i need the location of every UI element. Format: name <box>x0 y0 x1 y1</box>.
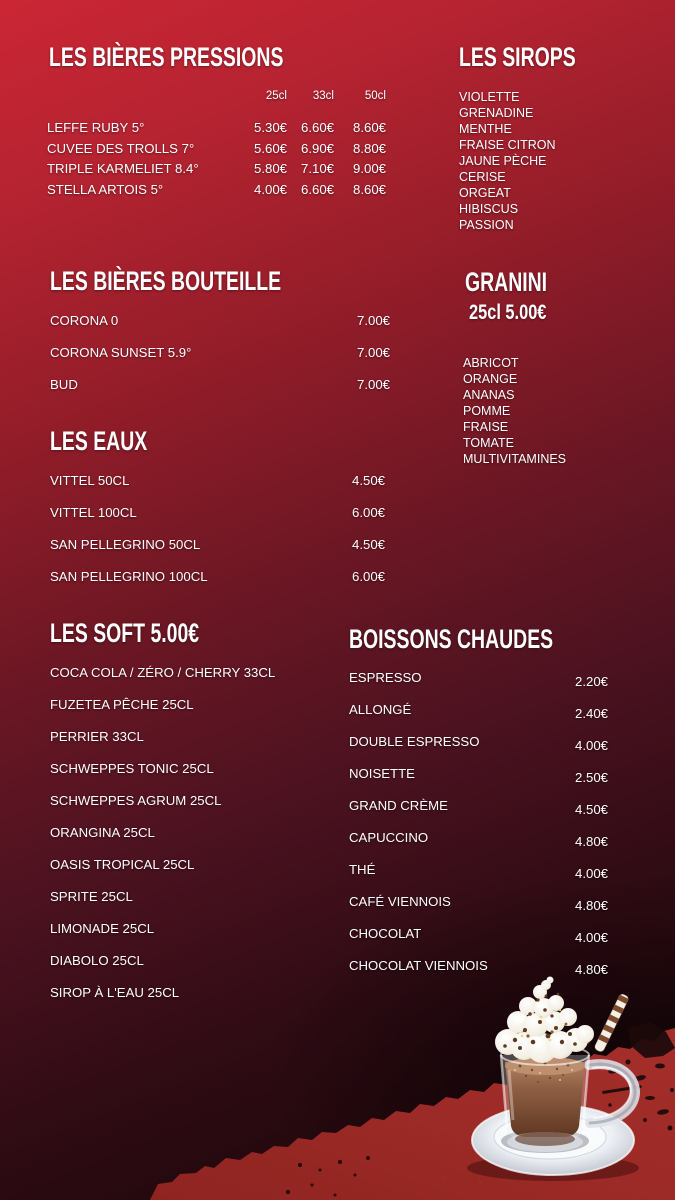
list-item: PERRIER 33CL <box>50 729 144 744</box>
section-title-sirops <box>459 44 621 71</box>
list-item: COCA COLA / ZÉRO / CHERRY 33CL <box>50 665 276 680</box>
list-item: TOMATE <box>463 436 514 450</box>
menu-row <box>50 337 390 369</box>
item-label: TRIPLE KARMELIET 8.4° <box>47 161 199 177</box>
list-item: ANANAS <box>463 388 515 402</box>
menu-row <box>50 369 390 401</box>
granini-list <box>463 355 566 467</box>
list-item: MULTIVITAMINES <box>463 452 567 466</box>
list-item: PASSION <box>459 218 514 232</box>
item-price: 4.80€ <box>575 834 609 849</box>
list-item: VIOLETTE <box>459 90 520 104</box>
menu-row <box>50 561 385 593</box>
bottom-brush-artwork <box>0 970 675 1200</box>
item-label: BUD <box>50 377 78 392</box>
list-item: ORANGINA 25CL <box>50 825 155 840</box>
item-price: 5.60€ <box>253 140 287 156</box>
column-header-50cl: 50cl <box>364 90 386 102</box>
pressions-column-headers <box>47 90 386 103</box>
menu-row <box>50 465 385 497</box>
item-price: 4.50€ <box>575 802 609 817</box>
list-item: ORGEAT <box>459 186 511 200</box>
empty-cell <box>47 90 240 103</box>
item-label: CAPUCCINO <box>349 830 429 845</box>
table-row <box>47 139 386 160</box>
item-price: 4.00€ <box>575 866 609 881</box>
section-title-bieres-bouteille <box>50 268 371 295</box>
item-label: CORONA SUNSET 5.9° <box>50 345 192 360</box>
item-label: CAFÉ VIENNOIS <box>349 894 451 909</box>
item-price: 6.00€ <box>351 505 385 520</box>
list-item: JAUNE PÈCHE <box>459 154 547 168</box>
item-label: STELLA ARTOIS 5° <box>47 182 164 198</box>
section-title-text: LES SOFT 5.00€ <box>50 618 200 648</box>
item-price: 4.00€ <box>575 738 609 753</box>
list-item: FRAISE <box>463 420 509 434</box>
item-price: 4.00€ <box>575 930 609 945</box>
item-label: CHOCOLAT VIENNOIS <box>349 958 488 973</box>
table-row <box>47 180 386 201</box>
menu-row <box>50 497 385 529</box>
list-item: SCHWEPPES AGRUM 25CL <box>50 793 222 808</box>
list-item: FRAISE CITRON <box>459 138 556 152</box>
item-price: 2.20€ <box>575 674 609 689</box>
list-item: POMME <box>463 404 511 418</box>
item-price: 8.80€ <box>352 140 386 156</box>
item-label: SAN PELLEGRINO 50CL <box>50 537 201 552</box>
item-label: DOUBLE ESPRESSO <box>349 734 480 749</box>
section-title-text: GRANINI <box>465 267 548 297</box>
item-label: CORONA 0 <box>50 313 119 328</box>
item-label: SAN PELLEGRINO 100CL <box>50 569 208 584</box>
list-item: SPRITE 25CL <box>50 889 133 904</box>
item-label: LEFFE RUBY 5° <box>47 120 145 135</box>
section-title-text: LES BIÈRES BOUTEILLE <box>50 266 282 296</box>
bouteille-rows <box>50 305 390 401</box>
item-label: VITTEL 100CL <box>50 505 137 520</box>
section-title-text: LES BIÈRES PRESSIONS <box>49 42 284 72</box>
item-price: 4.00€ <box>253 182 287 198</box>
item-price: 5.80€ <box>253 161 287 177</box>
item-label: CUVEE DES TROLLS 7° <box>47 140 195 156</box>
item-price: 4.80€ <box>575 962 609 977</box>
list-item: SIROP À L'EAU 25CL <box>50 985 180 1000</box>
list-item: DIABOLO 25CL <box>50 953 144 968</box>
item-price: 6.60€ <box>300 182 334 198</box>
item-label: CHOCOLAT <box>349 926 422 941</box>
list-item: SCHWEPPES TONIC 25CL <box>50 761 214 776</box>
list-item: GRENADINE <box>459 106 534 120</box>
menu-row <box>50 305 390 337</box>
item-price: 2.40€ <box>575 706 609 721</box>
item-label: ALLONGÉ <box>349 702 412 717</box>
whipped-cream <box>495 977 594 1064</box>
list-item: ORANGE <box>463 372 518 386</box>
sirops-list <box>459 89 556 233</box>
item-price: 7.00€ <box>356 377 390 392</box>
column-header-25cl: 25cl <box>265 90 287 102</box>
section-title-text: LES EAUX <box>50 426 148 456</box>
item-price: 7.10€ <box>300 161 334 177</box>
item-price: 9.00€ <box>352 161 386 177</box>
chaudes-labels <box>349 662 488 982</box>
item-label: VITTEL 50CL <box>50 473 130 488</box>
item-price: 4.50€ <box>351 473 385 488</box>
granini-subtitle-text: 25cl 5.00€ <box>469 301 547 324</box>
straw <box>593 993 629 1053</box>
section-title-soft <box>50 620 257 647</box>
section-title-bieres-pressions <box>49 44 375 71</box>
table-row <box>47 159 386 180</box>
section-title-text: LES SIROPS <box>459 42 576 72</box>
item-price: 7.00€ <box>356 313 390 328</box>
item-label: THÉ <box>349 862 376 877</box>
soft-list <box>50 657 275 1009</box>
list-item: LIMONADE 25CL <box>50 921 155 936</box>
list-item: CERISE <box>459 170 506 184</box>
section-title-boissons-chaudes <box>349 626 633 653</box>
item-price: 4.80€ <box>575 898 609 913</box>
item-label: NOISETTE <box>349 766 415 781</box>
item-price: 4.50€ <box>351 537 385 552</box>
item-price: 6.60€ <box>300 120 334 135</box>
section-title-text: BOISSONS CHAUDES <box>349 624 554 654</box>
item-label: ESPRESSO <box>349 670 422 685</box>
pressions-price-table <box>47 90 386 201</box>
list-item: ABRICOT <box>463 356 519 370</box>
granini-subtitle <box>469 302 568 323</box>
item-price: 6.00€ <box>351 569 385 584</box>
section-title-granini <box>465 269 579 296</box>
eaux-rows <box>50 465 385 593</box>
table-row <box>47 118 386 139</box>
list-item: OASIS TROPICAL 25CL <box>50 857 195 872</box>
item-price: 8.60€ <box>352 120 386 135</box>
item-price: 6.90€ <box>300 140 334 156</box>
list-item: HIBISCUS <box>459 202 519 216</box>
item-price: 2.50€ <box>575 770 609 785</box>
chaudes-prices <box>575 666 608 986</box>
item-price: 5.30€ <box>253 120 287 135</box>
list-item: MENTHE <box>459 122 512 136</box>
menu-row <box>50 529 385 561</box>
list-item: FUZETEA PÊCHE 25CL <box>50 697 194 712</box>
item-label: GRAND CRÈME <box>349 798 448 813</box>
item-price: 7.00€ <box>356 345 390 360</box>
section-title-eaux <box>50 428 185 455</box>
column-header-33cl: 33cl <box>312 90 334 102</box>
item-price: 8.60€ <box>352 182 386 198</box>
